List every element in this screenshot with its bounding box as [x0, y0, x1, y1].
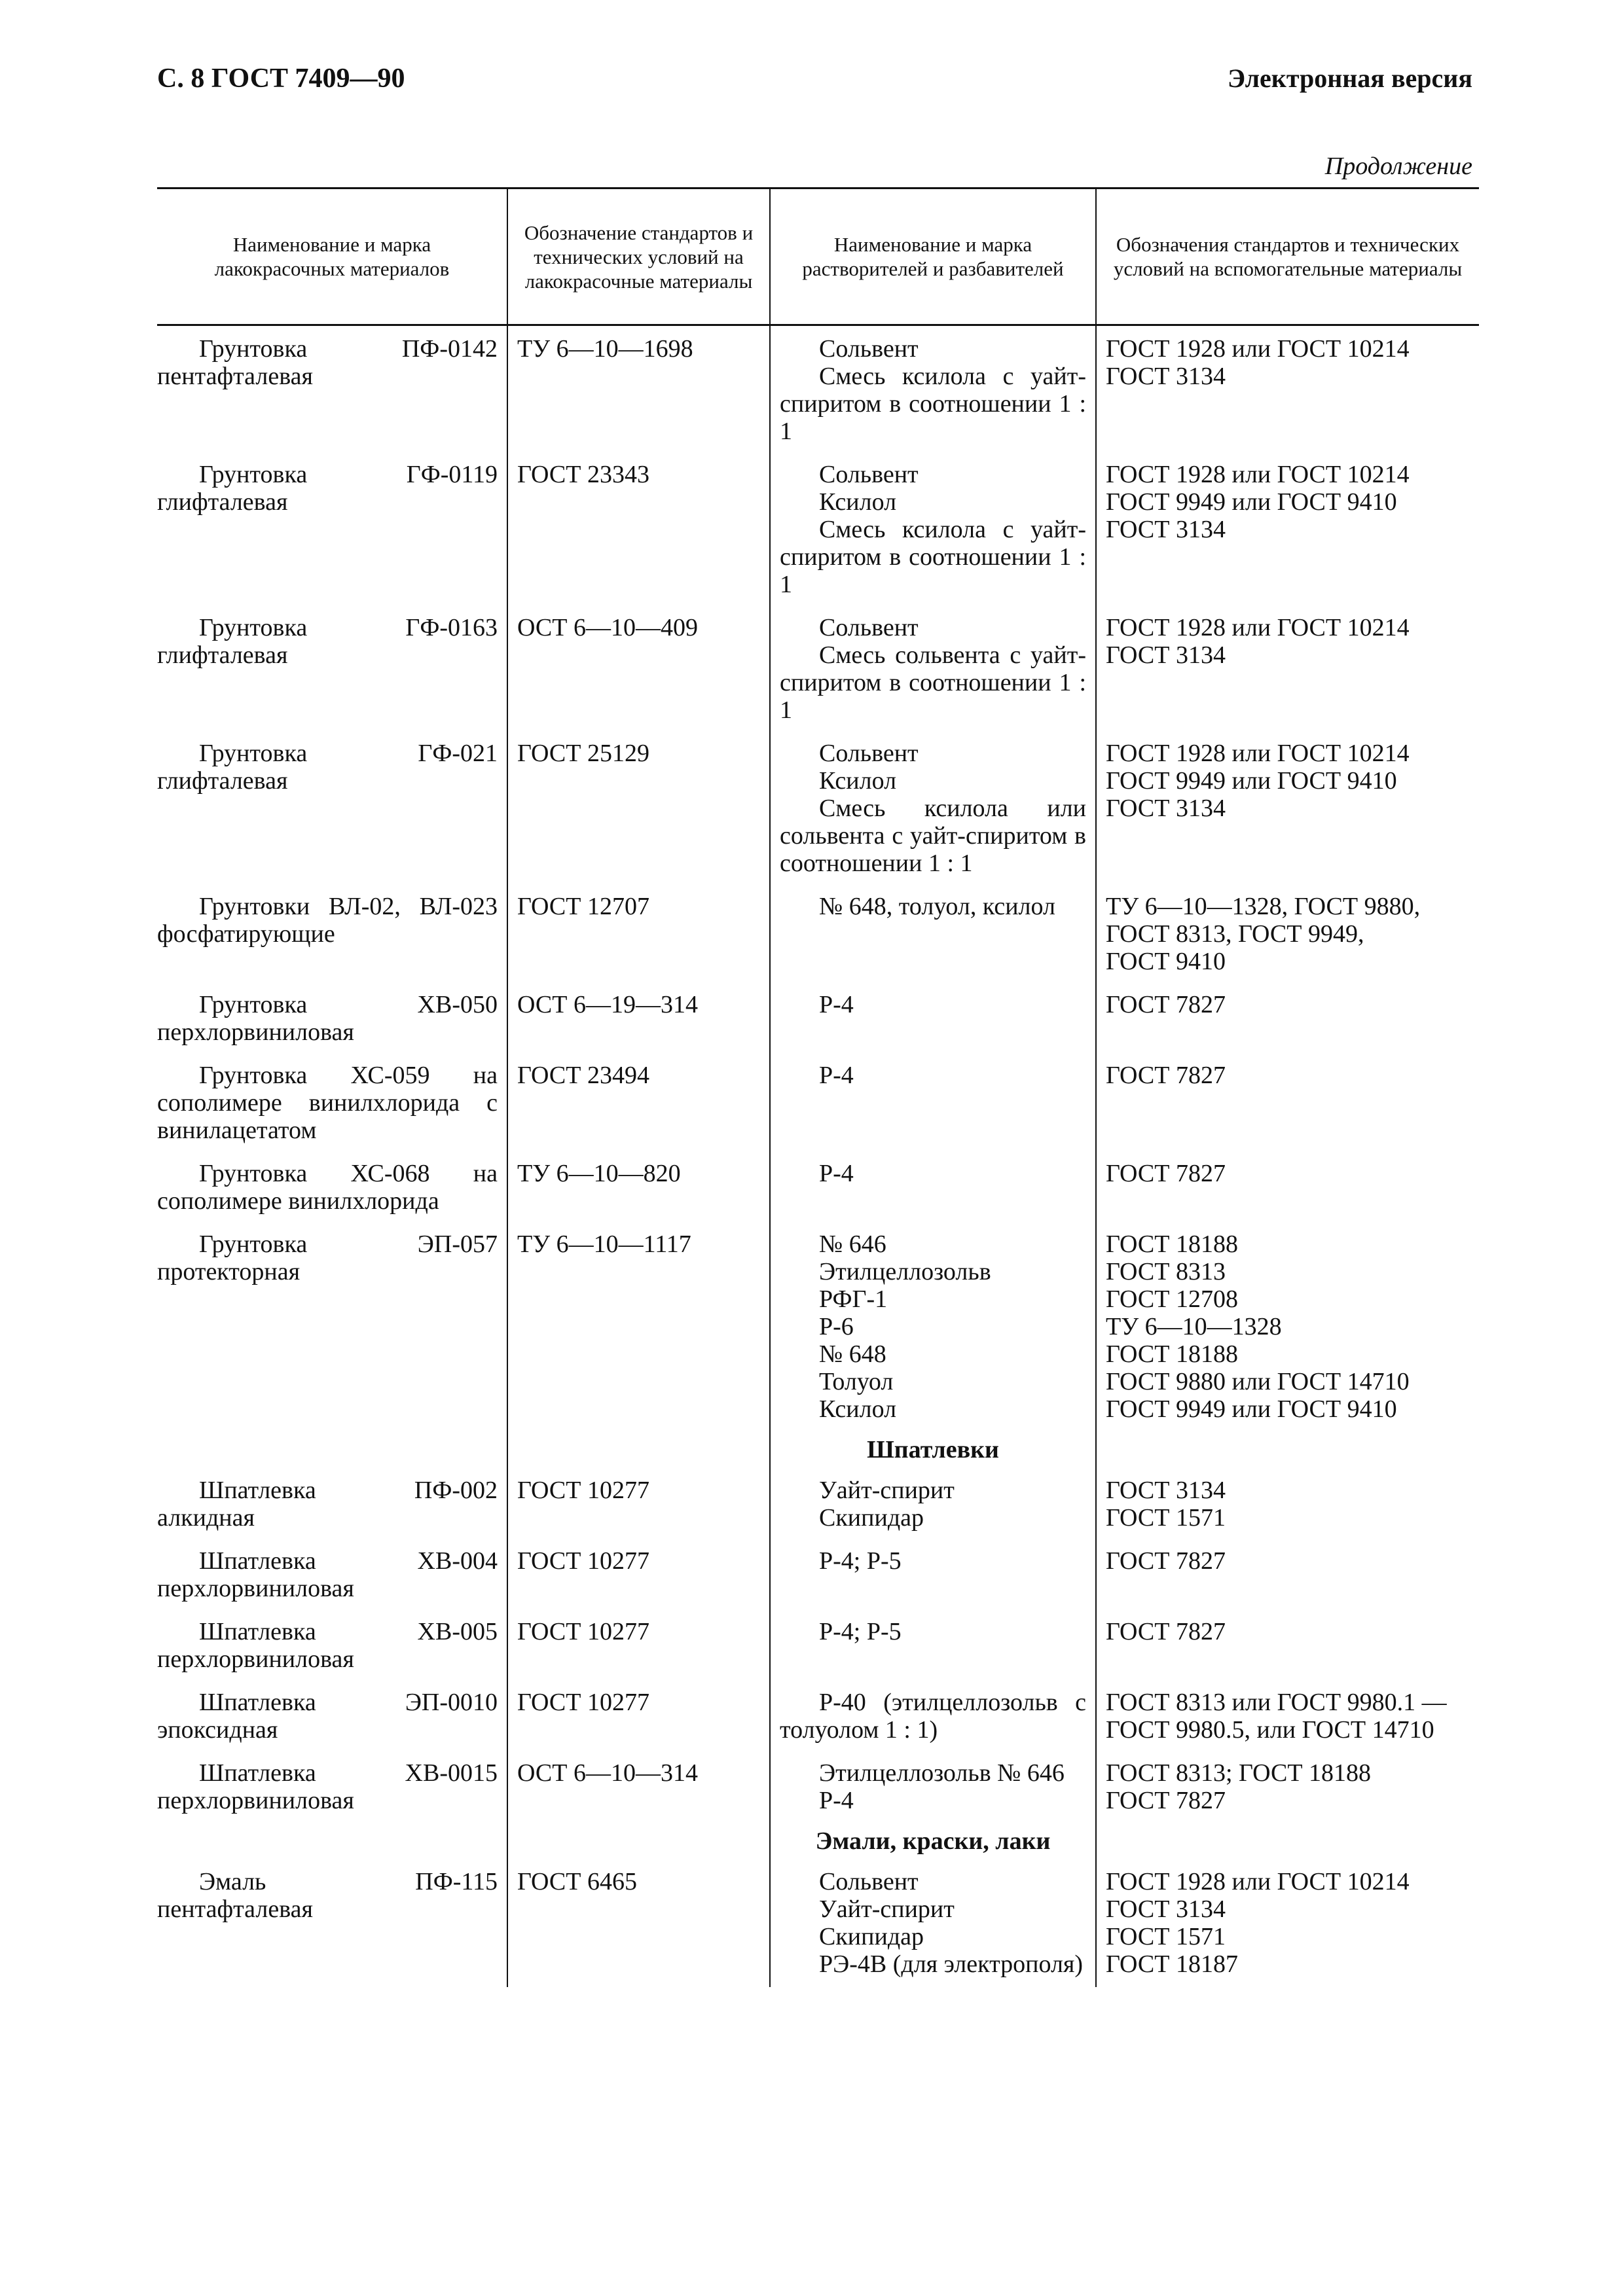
- auxiliary-standard-item: ГОСТ 1571: [1106, 1923, 1226, 1950]
- solvent-item: Р-4: [819, 1160, 854, 1187]
- material-name: Грунтовка ГФ-0119 глифталевая: [157, 461, 498, 516]
- standard-cell: ГОСТ 10277: [507, 1611, 770, 1682]
- auxiliary-standard-item: ГОСТ 1928 или ГОСТ 10214: [1106, 740, 1410, 767]
- material-name: Грунтовка ХС-068 на сополимере винилхлорида: [157, 1160, 498, 1215]
- material-name-cell: [157, 1682, 507, 1753]
- standard-cell: ГОСТ 23343: [507, 454, 770, 607]
- auxiliary-standard-item: ГОСТ 7827: [1106, 1547, 1226, 1575]
- auxiliary-standard-cell: [1096, 325, 1479, 455]
- solvent-item: Толуол: [819, 1368, 894, 1395]
- auxiliary-standard-item: ГОСТ 1928 или ГОСТ 10214: [1106, 614, 1410, 641]
- section-enamel: [157, 1823, 1479, 1861]
- standard-cell: ОСТ 6—19—314: [507, 984, 770, 1055]
- material-name-cell: [157, 1224, 507, 1432]
- solvent-item: Сольвент: [819, 740, 919, 767]
- table-row: [157, 733, 1479, 886]
- solvent-cell: [770, 1470, 1096, 1541]
- solvent-cell: [770, 984, 1096, 1055]
- auxiliary-standard-item: ГОСТ 8313; ГОСТ 18188: [1106, 1759, 1372, 1787]
- solvent-item: Смесь сольвента с уайт-спиритом в соотношении 1 : 1: [780, 641, 1086, 724]
- auxiliary-standard-item: ГОСТ 9880 или ГОСТ 14710: [1106, 1368, 1410, 1395]
- solvent-item: Смесь ксилола с уайт-спиритом в соотношении 1 : 1: [780, 516, 1086, 598]
- table-header: [157, 188, 1479, 325]
- material-name-cell: [157, 1470, 507, 1541]
- solvent-item: Ксилол: [819, 1395, 897, 1423]
- solvent-item: Этилцеллозольв № 646: [819, 1759, 1065, 1787]
- empty-cell: [507, 1432, 770, 1470]
- solvent-item: Р-4: [819, 1787, 854, 1814]
- auxiliary-standard-item: ГОСТ 8313, ГОСТ 9949,: [1106, 920, 1364, 948]
- auxiliary-standard-item: ГОСТ 9410: [1106, 948, 1226, 975]
- auxiliary-standard-item: ГОСТ 18188: [1106, 1230, 1238, 1258]
- material-name-cell: [157, 454, 507, 607]
- column-header-solvent: Наименование и марка растворителей и разбавителей: [770, 188, 1096, 325]
- table-body: [157, 325, 1479, 1988]
- solvent-cell: [770, 1224, 1096, 1432]
- column-header-auxiliary: Обозначения стандартов и технических условий на вспомогательные материалы: [1096, 188, 1479, 325]
- solvent-item: Ксилол: [819, 767, 897, 795]
- standard-cell: ГОСТ 6465: [507, 1861, 770, 1987]
- solvent-cell: [770, 325, 1096, 455]
- empty-cell: [157, 1432, 507, 1470]
- solvent-item: Уайт-спирит: [819, 1477, 955, 1504]
- auxiliary-standard-item: ГОСТ 3134: [1106, 1895, 1226, 1923]
- solvent-item: Скипидар: [819, 1504, 924, 1532]
- material-name-cell: [157, 1861, 507, 1987]
- auxiliary-standard-item: ГОСТ 8313 или ГОСТ 9980.1 —: [1106, 1689, 1447, 1716]
- material-name: Грунтовка ХВ-050 перхлорвиниловая: [157, 991, 498, 1046]
- empty-cell: [1096, 1823, 1479, 1861]
- auxiliary-standard-item: ГОСТ 3134: [1106, 795, 1226, 822]
- auxiliary-standard-cell: [1096, 1153, 1479, 1224]
- auxiliary-standard-item: ГОСТ 3134: [1106, 1477, 1226, 1504]
- solvent-item: Этилцеллозольв: [819, 1258, 991, 1285]
- solvent-item: Сольвент: [819, 614, 919, 641]
- table-row: [157, 1224, 1479, 1432]
- solvent-item: Смесь ксилола с уайт-спиритом в соотношении 1 : 1: [780, 363, 1086, 445]
- auxiliary-standard-item: ГОСТ 9949 или ГОСТ 9410: [1106, 767, 1397, 795]
- solvent-item: Ксилол: [819, 488, 897, 516]
- continuation-label: Продолжение: [1324, 152, 1472, 180]
- solvent-item: № 648, толуол, ксилол: [819, 893, 1055, 920]
- auxiliary-standard-cell: [1096, 1682, 1479, 1753]
- material-name: Грунтовка ХС-059 на сополимере винилхлорида с винилацетатом: [157, 1062, 498, 1144]
- material-name: Грунтовка ГФ-021 глифталевая: [157, 740, 498, 795]
- material-name-cell: [157, 607, 507, 733]
- section-putty: [157, 1432, 1479, 1470]
- auxiliary-standard-item: ГОСТ 8313: [1106, 1258, 1226, 1285]
- standard-cell: ГОСТ 23494: [507, 1055, 770, 1153]
- column-header-standard: Обозначение стандартов и технических условий на лакокрасочные материалы: [507, 188, 770, 325]
- standard-cell: ГОСТ 10277: [507, 1682, 770, 1753]
- auxiliary-standard-cell: [1096, 1055, 1479, 1153]
- table-row: [157, 1611, 1479, 1682]
- material-name-cell: [157, 1153, 507, 1224]
- empty-cell: [157, 1823, 507, 1861]
- auxiliary-standard-item: ГОСТ 3134: [1106, 641, 1226, 669]
- section-heading: Эмали, краски, лаки: [770, 1823, 1096, 1861]
- solvent-cell: [770, 1541, 1096, 1611]
- table-row: [157, 1753, 1479, 1823]
- solvent-item: № 646: [819, 1230, 886, 1258]
- solvent-item: Р-4; Р-5: [819, 1547, 902, 1575]
- material-name-cell: [157, 1541, 507, 1611]
- auxiliary-standard-item: ГОСТ 9980.5, или ГОСТ 14710: [1106, 1716, 1434, 1744]
- solvent-cell: [770, 733, 1096, 886]
- solvent-cell: [770, 1682, 1096, 1753]
- auxiliary-standard-cell: [1096, 1861, 1479, 1987]
- auxiliary-standard-item: ГОСТ 3134: [1106, 363, 1226, 390]
- material-name: Шпатлевка ХВ-0015 перхлорвиниловая: [157, 1759, 498, 1814]
- auxiliary-standard-cell: [1096, 1611, 1479, 1682]
- material-name-cell: [157, 886, 507, 984]
- table-row: [157, 984, 1479, 1055]
- table-row: [157, 1153, 1479, 1224]
- table-row: [157, 454, 1479, 607]
- column-header-material: Наименование и марка лакокрасочных материалов: [157, 188, 507, 325]
- standard-cell: ГОСТ 10277: [507, 1470, 770, 1541]
- solvent-item: Р-4: [819, 991, 854, 1018]
- solvent-item: Смесь ксилола или сольвента с уайт-спиритом в соотношении 1 : 1: [780, 795, 1086, 877]
- solvent-item: № 648: [819, 1340, 886, 1368]
- solvent-item: Р-4; Р-5: [819, 1618, 902, 1645]
- auxiliary-standard-item: ТУ 6—10—1328, ГОСТ 9880,: [1106, 893, 1421, 920]
- table-row: [157, 1055, 1479, 1153]
- solvent-cell: [770, 1611, 1096, 1682]
- auxiliary-standard-item: ГОСТ 1571: [1106, 1504, 1226, 1532]
- solvent-cell: [770, 607, 1096, 733]
- auxiliary-standard-item: ТУ 6—10—1328: [1106, 1313, 1282, 1340]
- solvent-item: Р-4: [819, 1062, 854, 1089]
- auxiliary-standard-item: ГОСТ 7827: [1106, 1062, 1226, 1089]
- standard-cell: ГОСТ 25129: [507, 733, 770, 886]
- standard-cell: ОСТ 6—10—314: [507, 1753, 770, 1823]
- auxiliary-standard-item: ГОСТ 7827: [1106, 991, 1226, 1018]
- material-name-cell: [157, 1753, 507, 1823]
- solvent-item: Р-6: [819, 1313, 854, 1340]
- solvent-item: Сольвент: [819, 461, 919, 488]
- material-name: Шпатлевка ПФ-002 алкидная: [157, 1477, 498, 1532]
- auxiliary-standard-item: ГОСТ 18187: [1106, 1950, 1238, 1978]
- standard-cell: ТУ 6—10—1117: [507, 1224, 770, 1432]
- auxiliary-standard-item: ГОСТ 3134: [1106, 516, 1226, 543]
- solvent-item: Р-40 (этилцеллозольв с толуолом 1 : 1): [780, 1689, 1086, 1744]
- material-name-cell: [157, 1611, 507, 1682]
- solvent-cell: [770, 1055, 1096, 1153]
- auxiliary-standard-item: ГОСТ 12708: [1106, 1285, 1238, 1313]
- auxiliary-standard-item: ГОСТ 7827: [1106, 1160, 1226, 1187]
- auxiliary-standard-item: ГОСТ 9949 или ГОСТ 9410: [1106, 488, 1397, 516]
- standard-cell: ТУ 6—10—820: [507, 1153, 770, 1224]
- solvent-cell: [770, 454, 1096, 607]
- page-header: [157, 63, 1472, 109]
- material-name: Шпатлевка ХВ-004 перхлорвиниловая: [157, 1547, 498, 1602]
- auxiliary-standard-cell: [1096, 454, 1479, 607]
- table-row: [157, 1861, 1479, 1987]
- material-name: Грунтовки ВЛ-02, ВЛ-023 фосфатирующие: [157, 893, 498, 948]
- material-name-cell: [157, 1055, 507, 1153]
- auxiliary-standard-cell: [1096, 1224, 1479, 1432]
- auxiliary-standard-item: ГОСТ 9949 или ГОСТ 9410: [1106, 1395, 1397, 1423]
- auxiliary-standard-item: ГОСТ 7827: [1106, 1787, 1226, 1814]
- auxiliary-standard-cell: [1096, 886, 1479, 984]
- standard-cell: ГОСТ 10277: [507, 1541, 770, 1611]
- table-row: [157, 325, 1479, 455]
- auxiliary-standard-item: ГОСТ 1928 или ГОСТ 10214: [1106, 461, 1410, 488]
- material-name: Шпатлевка ХВ-005 перхлорвиниловая: [157, 1618, 498, 1673]
- solvent-item: Сольвент: [819, 1868, 919, 1895]
- table-row: [157, 886, 1479, 984]
- material-name: Грунтовка ГФ-0163 глифталевая: [157, 614, 498, 669]
- table-row: [157, 1541, 1479, 1611]
- material-name: Шпатлевка ЭП-0010 эпоксидная: [157, 1689, 498, 1744]
- empty-cell: [1096, 1432, 1479, 1470]
- auxiliary-standard-item: ГОСТ 1928 или ГОСТ 10214: [1106, 335, 1410, 363]
- material-name-cell: [157, 733, 507, 886]
- solvent-item: Уайт-спирит: [819, 1895, 955, 1923]
- page-number-header: С. 8 ГОСТ 7409—90: [157, 63, 405, 94]
- standard-cell: ТУ 6—10—1698: [507, 325, 770, 455]
- solvent-cell: [770, 1153, 1096, 1224]
- table-row: [157, 1470, 1479, 1541]
- auxiliary-standard-item: ГОСТ 18188: [1106, 1340, 1238, 1368]
- solvent-item: Скипидар: [819, 1923, 924, 1950]
- materials-table: [157, 187, 1479, 1987]
- solvent-cell: [770, 1753, 1096, 1823]
- material-name: Эмаль ПФ-115 пентафталевая: [157, 1868, 498, 1923]
- material-name-cell: [157, 325, 507, 455]
- auxiliary-standard-item: ГОСТ 7827: [1106, 1618, 1226, 1645]
- solvent-item: Сольвент: [819, 335, 919, 363]
- auxiliary-standard-cell: [1096, 984, 1479, 1055]
- auxiliary-standard-item: ГОСТ 1928 или ГОСТ 10214: [1106, 1868, 1410, 1895]
- solvent-item: РЭ-4В (для электрополя): [819, 1950, 1084, 1978]
- auxiliary-standard-cell: [1096, 1753, 1479, 1823]
- material-name-cell: [157, 984, 507, 1055]
- standard-cell: ГОСТ 12707: [507, 886, 770, 984]
- auxiliary-standard-cell: [1096, 1541, 1479, 1611]
- solvent-cell: [770, 1861, 1096, 1987]
- material-name: Грунтовка ЭП-057 протекторная: [157, 1230, 498, 1285]
- table-row: [157, 1682, 1479, 1753]
- electronic-version-label: Электронная версия: [1227, 63, 1472, 93]
- auxiliary-standard-cell: [1096, 607, 1479, 733]
- standard-cell: ОСТ 6—10—409: [507, 607, 770, 733]
- solvent-cell: [770, 886, 1096, 984]
- material-name: Грунтовка ПФ-0142 пентафталевая: [157, 335, 498, 390]
- empty-cell: [507, 1823, 770, 1861]
- auxiliary-standard-cell: [1096, 1470, 1479, 1541]
- table-row: [157, 607, 1479, 733]
- solvent-item: РФГ-1: [819, 1285, 888, 1313]
- section-heading: Шпатлевки: [770, 1432, 1096, 1470]
- auxiliary-standard-cell: [1096, 733, 1479, 886]
